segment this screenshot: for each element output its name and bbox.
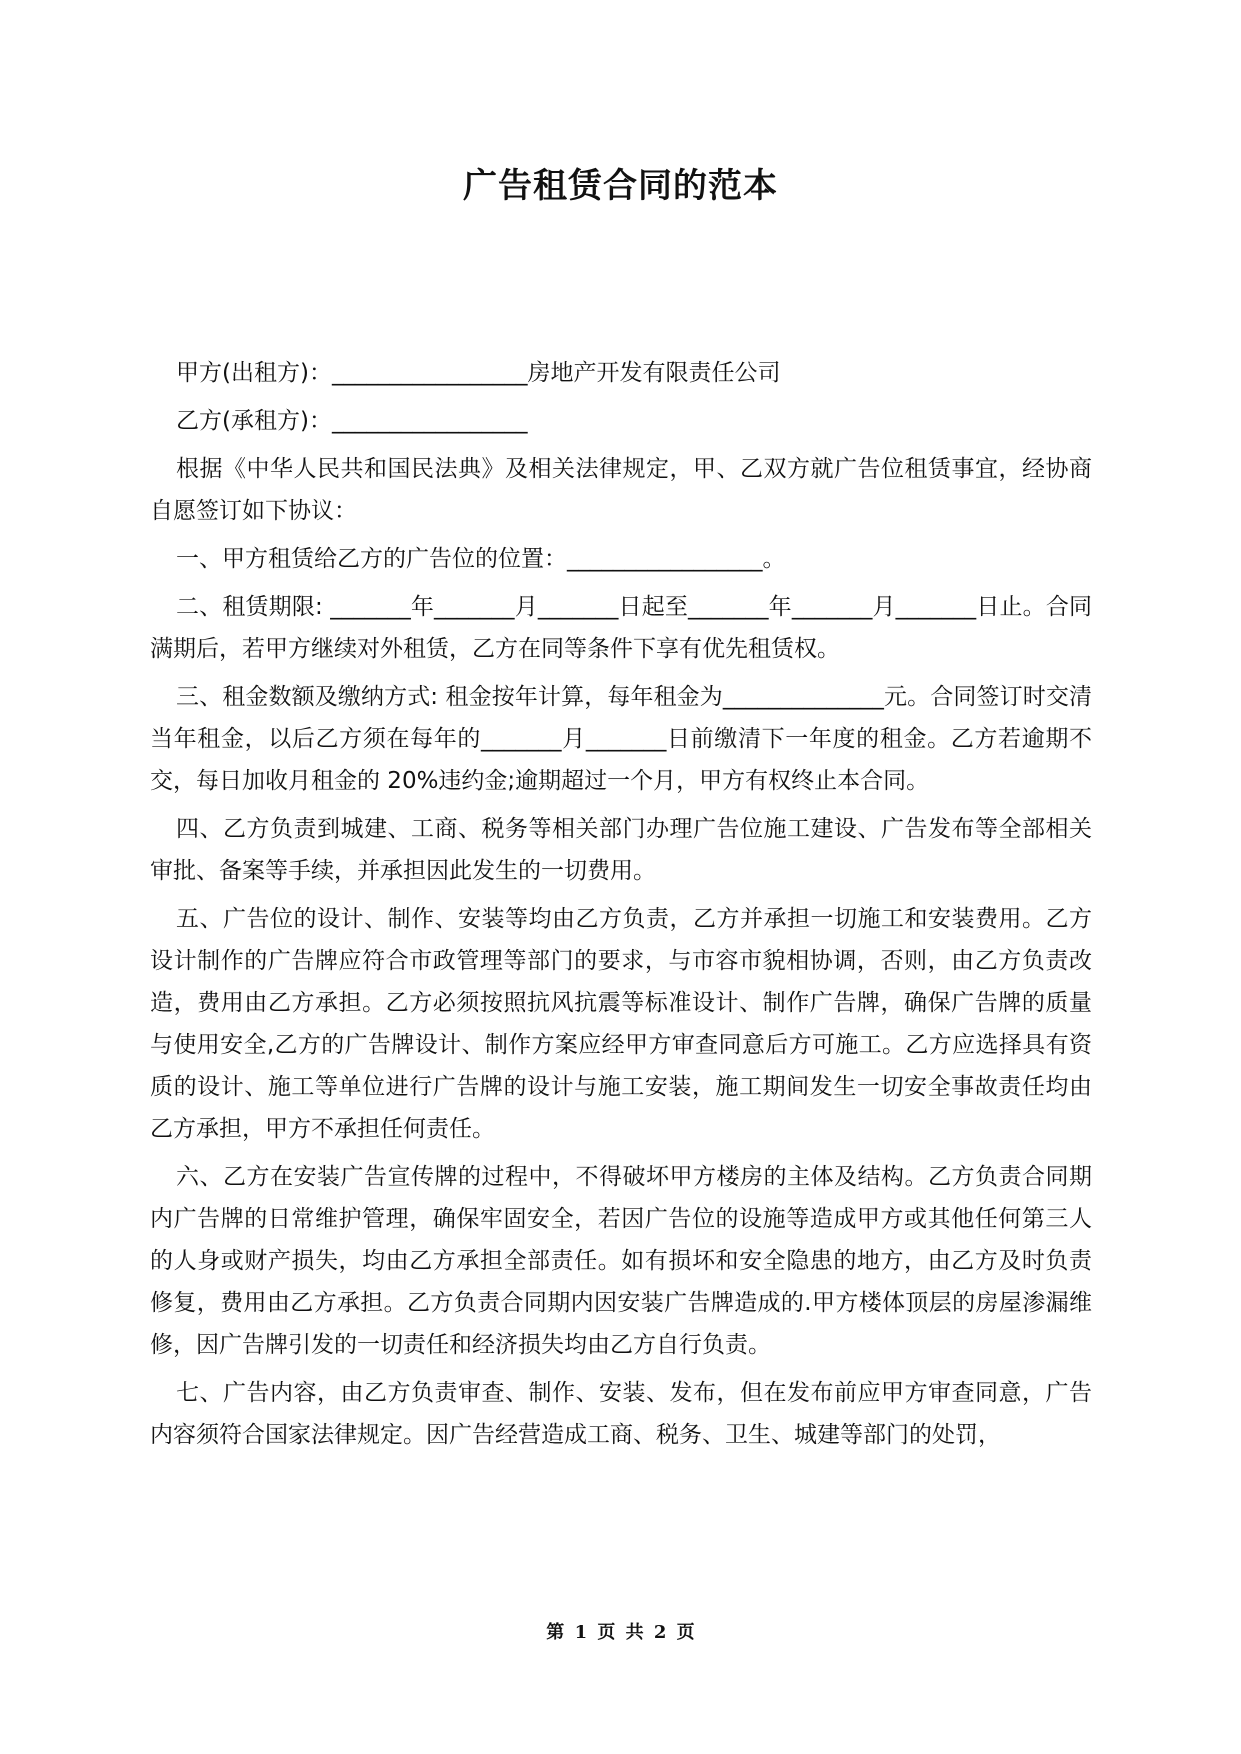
clause-3: 三、租金数额及缴纳方式: 租金按年计算，每年租金为______________元。合同签订时交清当年租金，以后乙方须在每年的_______月_______日前缴清下一年度的租金。乙方若逾期不交，每日加收月租金的 20%违约金;逾期超过一个月，甲方有权终止本合同。 (150, 684, 1092, 794)
clause-4: 四、乙方负责到城建、工商、税务等相关部门办理广告位施工建设、广告发布等全部相关审批、备案等手续，并承担因此发生的一切费用。 (150, 816, 1092, 884)
paragraph-party-b: 乙方(承租方)：_________________ (176, 408, 528, 434)
clause-1: 一、甲方租赁给乙方的广告位的位置：_________________。 (176, 546, 786, 572)
clause-5: 五、广告位的设计、制作、安装等均由乙方负责，乙方并承担一切施工和安装费用。乙方设计制作的广告牌应符合市政管理等部门的要求，与市容市貌相协调，否则，由乙方负责改造，费用由乙方承担。乙方必须按照抗风抗震等标准设计、制作广告牌，确保广告牌的质量与使用安全,乙方的广告牌设计、制作方案应经甲方审查同意后方可施工。乙方应选择具有资质的设计、施工等单位进行广告牌的设计与施工安装，施工期间发生一切安全事故责任均由乙方承担，甲方不承担任何责任。 (150, 906, 1092, 1142)
paragraph-preamble: 根据《中华人民共和国民法典》及相关法律规定，甲、乙双方就广告位租赁事宜，经协商自愿签订如下协议： (150, 456, 1092, 524)
clause-6: 六、乙方在安装广告宣传牌的过程中，不得破坏甲方楼房的主体及结构。乙方负责合同期内广告牌的日常维护管理，确保牢固安全，若因广告位的设施等造成甲方或其他任何第三人的人身或财产损失，均由乙方承担全部责任。如有损坏和安全隐患的地方，由乙方及时负责修复，费用由乙方承担。乙方负责合同期内因安装广告牌造成的.甲方楼体顶层的房屋渗漏维修，因广告牌引发的一切责任和经济损失均由乙方自行负责。 (150, 1164, 1092, 1358)
page-number: 第 1 页 共 2 页 (546, 1622, 695, 1643)
clause-7: 七、广告内容，由乙方负责审查、制作、安装、发布，但在发布前应甲方审查同意，广告内容须符合国家法律规定。因广告经营造成工商、税务、卫生、城建等部门的处罚， (150, 1380, 1092, 1448)
document-title: 广告租赁合同的范本 (463, 166, 778, 206)
paragraph-party-a: 甲方(出租方)：_________________房地产开发有限责任公司 (176, 360, 781, 386)
document-body (150, 352, 1092, 1462)
clause-2: 二、租赁期限: _______年_______月_______日起至_______年_______月_______日止。合同满期后，若甲方继续对外租赁，乙方在同等条件下享有优先租赁权。 (150, 594, 1092, 662)
